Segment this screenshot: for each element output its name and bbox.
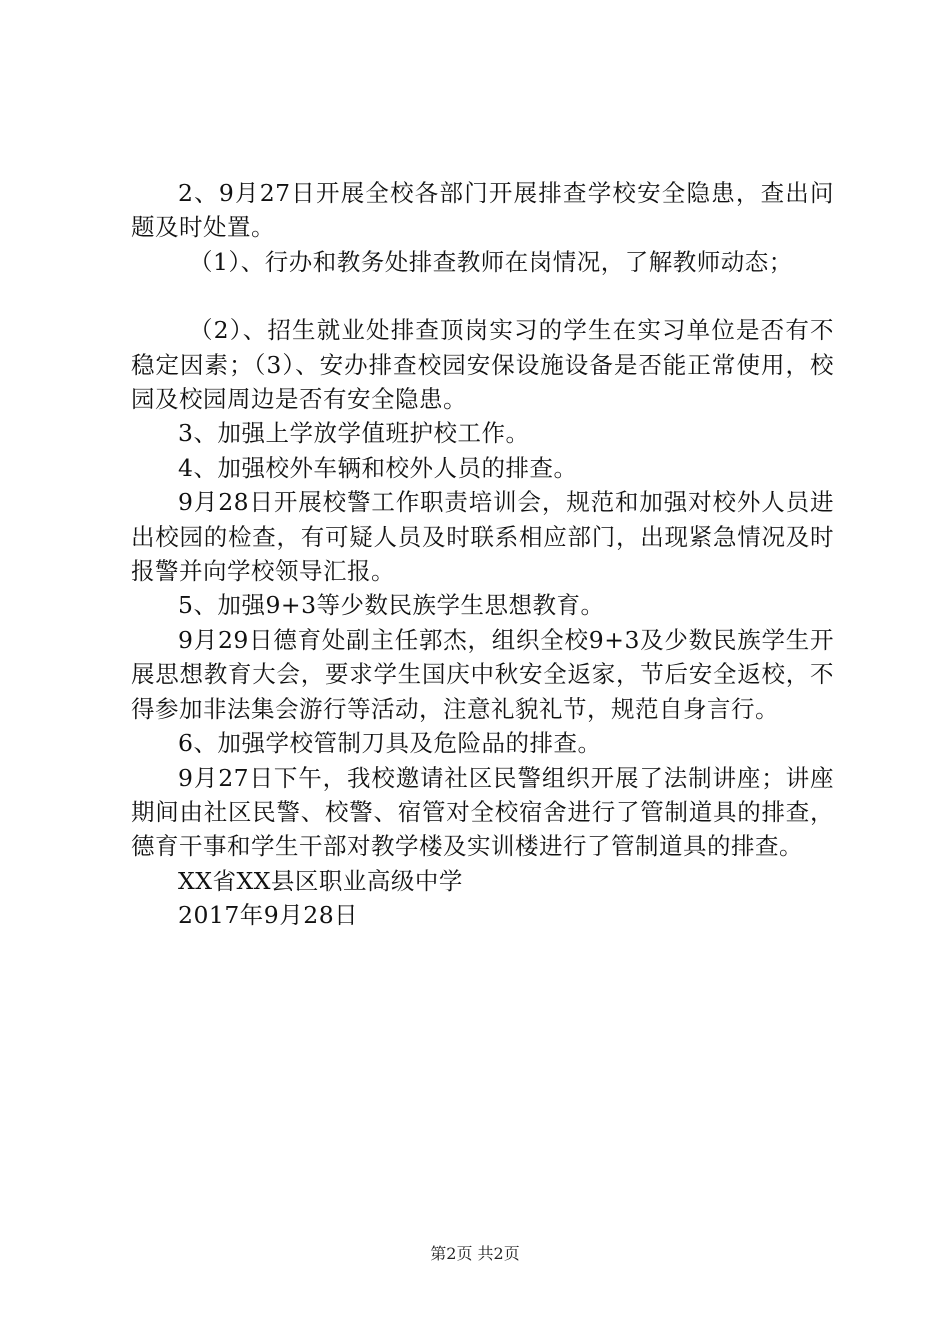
paragraph-item-6-detail: 9月27日下午，我校邀请社区民警组织开展了法制讲座；讲座期间由社区民警、校警、宿管对全校宿舍进行了管制道具的排查，德育干事和学生干部对教学楼及实训楼进行了管制道具的排查。 [131, 763, 834, 861]
paragraph-item-2: 2、9月27日开展全校各部门开展排查学校安全隐患，查出问题及时处置。 [131, 179, 834, 242]
page-number-footer: 第2页 共2页 [430, 1244, 520, 1263]
signature-organization: XX省XX县区职业高级中学 [178, 866, 463, 895]
document-body [131, 176, 834, 933]
paragraph-item-4: 4、加强校外车辆和校外人员的排查。 [178, 453, 578, 482]
signature-date: 2017年9月28日 [178, 901, 359, 930]
paragraph-item-5-detail: 9月29日德育处副主任郭杰，组织全校9+3及少数民族学生开展思想教育大会，要求学生国庆中秋安全返家，节后安全返校，不得参加非法集会游行等活动，注意礼貌礼节，规范自身言行。 [131, 625, 834, 723]
blank-line [131, 279, 834, 313]
paragraph-item-4-detail: 9月28日开展校警工作职责培训会，规范和加强对校外人员进出校园的检查，有可疑人员及时联系相应部门，出现紧急情况及时报警并向学校领导汇报。 [131, 488, 834, 586]
paragraph-item-5: 5、加强9+3等少数民族学生思想教育。 [178, 591, 605, 620]
paragraph-item-6: 6、加强学校管制刀具及危险品的排查。 [178, 729, 602, 758]
paragraph-sub-items-2-3: （2）、招生就业处排查顶岗实习的学生在实习单位是否有不稳定因素；（3）、安办排查校园安保设施设备是否能正常使用，校园及校园周边是否有安全隐患。 [131, 316, 834, 414]
paragraph-item-3: 3、加强上学放学值班护校工作。 [178, 419, 530, 448]
paragraph-sub-item-1: （1）、行办和教务处排查教师在岗情况，了解教师动态； [189, 247, 793, 276]
